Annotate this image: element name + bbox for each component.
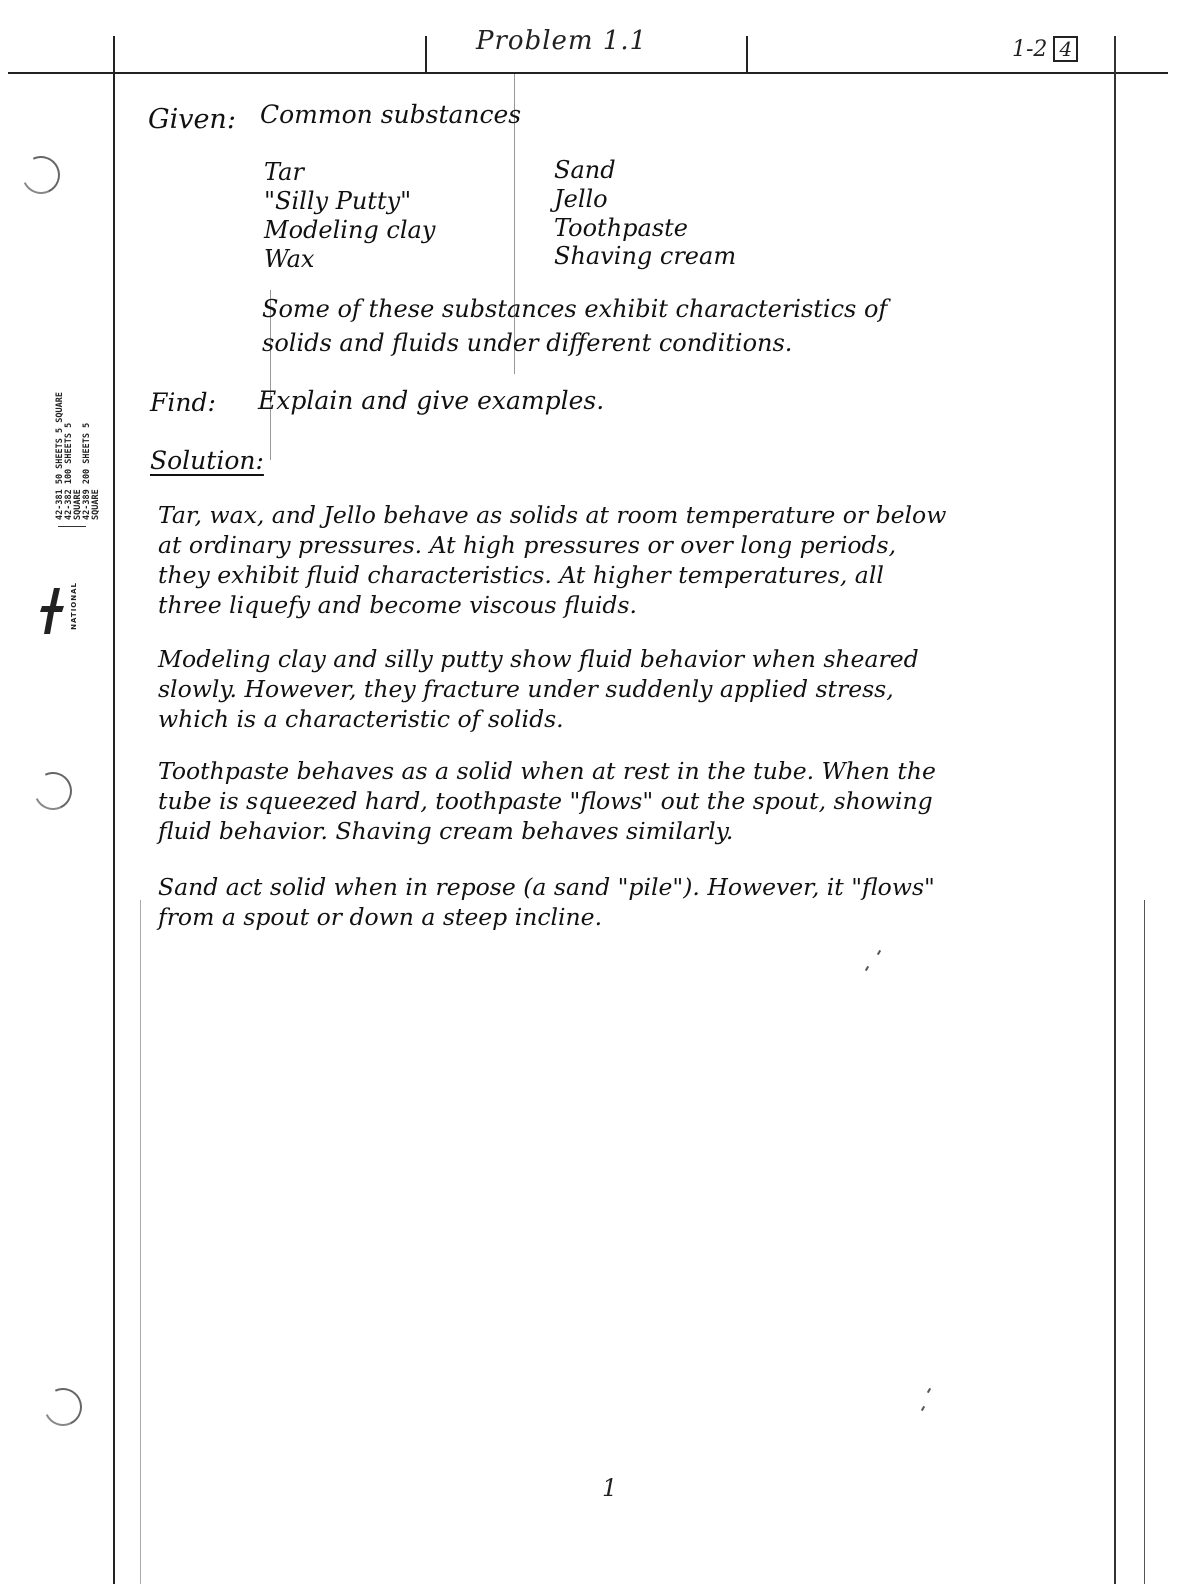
page-ref-box: 4 [1053, 36, 1078, 62]
solution-line: slowly. However, they fracture under suddenly applied stress, [158, 675, 894, 703]
problem-title: Problem 1.1 [476, 26, 648, 56]
solution-line: three liquefy and become viscous fluids. [158, 591, 637, 619]
solution-line: Sand act solid when in repose (a sand "pile"). However, it "flows" [158, 873, 935, 901]
substance-item: Shaving cream [554, 242, 737, 270]
find-text: Explain and give examples. [258, 386, 605, 415]
given-note-line: solids and fluids under different conditions. [262, 329, 793, 357]
solution-line: Toothpaste behaves as a solid when at rest in the tube. When the [158, 757, 936, 785]
header-divider-right [746, 36, 748, 72]
bleed-through-line [140, 900, 141, 1584]
stray-mark [865, 966, 869, 971]
stray-mark [877, 950, 881, 955]
solution-line: from a spout or down a steep incline. [158, 903, 603, 931]
given-note-line: Some of these substances exhibit characteristics of [262, 295, 888, 323]
page-ref-text: 1-2 [1012, 37, 1048, 62]
solution-line: at ordinary pressures. At high pressures or over long periods, [158, 531, 897, 559]
right-edge-line [1144, 900, 1145, 1584]
vendor-divider [58, 526, 86, 527]
solution-line: they exhibit fluid characteristics. At higher temperatures, all [158, 561, 884, 589]
vendor-brand: NATIONAL [70, 582, 78, 630]
page-reference [1012, 36, 1078, 62]
vendor-code: 42-381 50 SHEETS 5 SQUARE [55, 392, 65, 520]
left-margin-rule [113, 36, 115, 1584]
vendor-code: 42-382 100 SHEETS 5 SQUARE [64, 422, 83, 520]
solution-line: tube is squeezed hard, toothpaste "flows" out the spout, showing [158, 787, 933, 815]
substance-item: Tar [264, 158, 304, 186]
paper-vendor-codes [55, 392, 101, 520]
solution-line: fluid behavior. Shaving cream behaves similarly. [158, 817, 734, 845]
stray-mark [921, 1406, 925, 1411]
hole-punch-icon [17, 151, 66, 200]
stray-mark [927, 1388, 931, 1393]
solution-line: Tar, wax, and Jello behave as solids at room temperature or below [158, 501, 947, 529]
substance-item: "Silly Putty" [264, 187, 412, 215]
substance-item: Modeling clay [264, 216, 436, 244]
hole-punch-icon [39, 1383, 88, 1432]
solution-line: Modeling clay and silly putty show fluid behavior when sheared [158, 645, 919, 673]
given-label: Given: [148, 104, 236, 135]
national-logo-icon [40, 588, 64, 634]
given-intro: Common substances [260, 100, 522, 129]
vendor-code: 42-389 200 SHEETS 5 SQUARE [82, 422, 101, 520]
substance-item: Wax [264, 245, 315, 273]
header-divider-left [425, 36, 427, 72]
substance-item: Sand [554, 156, 616, 184]
hole-punch-icon [29, 767, 78, 816]
substance-item: Jello [554, 185, 608, 213]
right-margin-rule [1114, 36, 1116, 1584]
solution-line: which is a characteristic of solids. [158, 705, 564, 733]
page-number: 1 [602, 1474, 618, 1502]
solution-label: Solution: [150, 446, 264, 475]
header-rule [8, 72, 1168, 74]
substance-item: Toothpaste [554, 214, 688, 242]
find-label: Find: [150, 388, 216, 417]
